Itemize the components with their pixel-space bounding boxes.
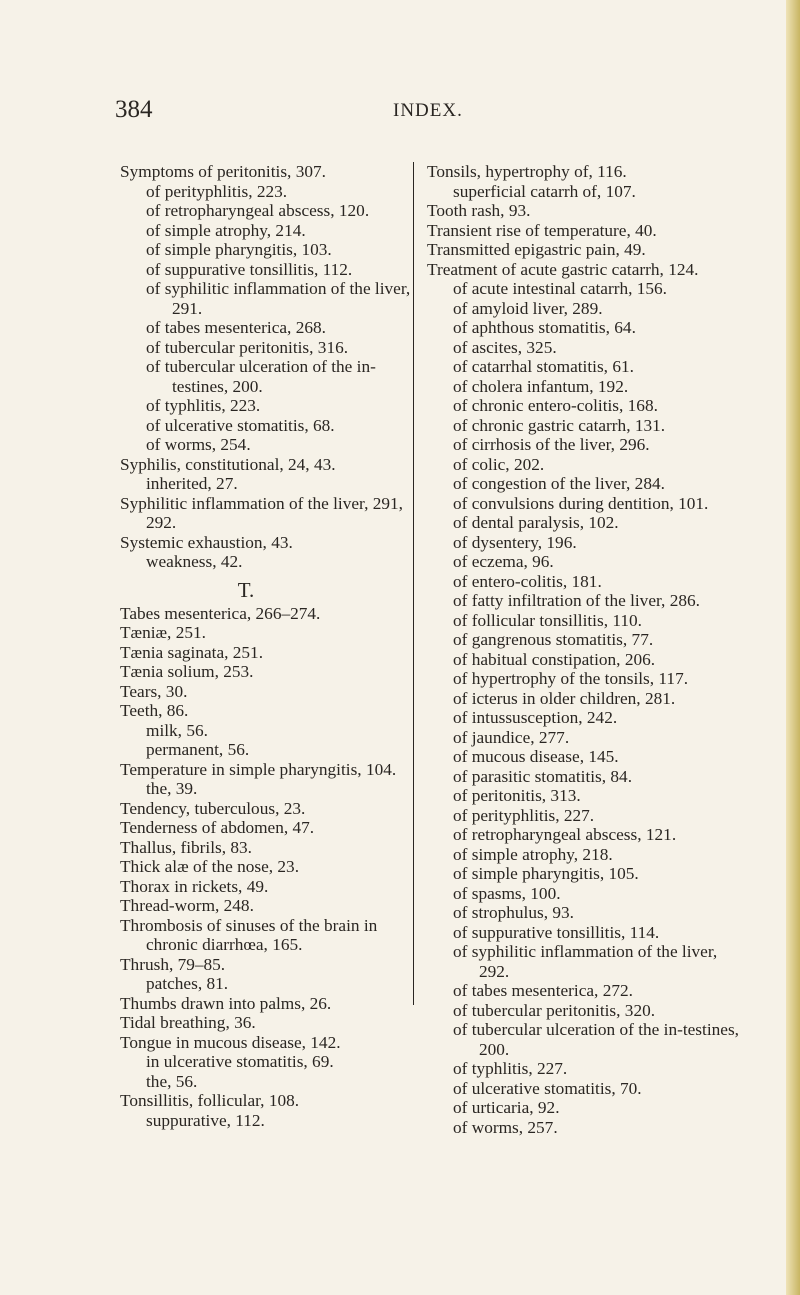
index-entry: Thorax in rickets, 49.: [120, 876, 269, 896]
index-subentry: of worms, 254.: [146, 435, 251, 454]
index-subentry: of simple pharyngitis, 103.: [146, 240, 332, 259]
index-subentry: of retropharyngeal abscess, 120.: [146, 201, 370, 220]
index-column-left: [120, 162, 412, 1130]
index-subentry: permanent, 56.: [146, 740, 250, 759]
index-entry: Tenderness of abdomen, 47.: [120, 818, 315, 837]
index-subentry: of habitual constipation, 206.: [453, 649, 656, 669]
index-subentry: of peritonitis, 313.: [453, 786, 581, 805]
index-subentry: of dental paralysis, 102.: [453, 513, 619, 532]
index-subentry: inherited, 27.: [146, 474, 238, 493]
index-subentry: of ascites, 325.: [453, 337, 557, 357]
index-subentry: of icterus in older children, 281.: [453, 688, 676, 708]
index-subentry: of urticaria, 92.: [453, 1098, 560, 1117]
index-subentry: milk, 56.: [146, 720, 208, 740]
index-subentry: of acute intestinal catarrh, 156.: [453, 279, 668, 298]
index-entry: Tabes mesenterica, 266–274.: [120, 603, 321, 623]
index-subentry: of congestion of the liver, 284.: [453, 474, 665, 493]
index-subentry: weakness, 42.: [146, 552, 243, 571]
index-subentry: of typhlitis, 227.: [453, 1059, 568, 1078]
index-subentry: of gangrenous stomatitis, 77.: [453, 630, 654, 649]
index-entry: Tonsillitis, follicular, 108.: [120, 1091, 300, 1110]
index-entry: Tears, 30.: [120, 681, 188, 701]
index-entry: Thumbs drawn into palms, 26.: [120, 993, 332, 1013]
column-divider: [413, 162, 414, 1005]
index-subentry: of jaundice, 277.: [453, 727, 570, 747]
index-entry: Tæniæ, 251.: [120, 623, 206, 642]
index-entry: Tænia saginata, 251.: [120, 642, 264, 662]
index-subentry: of syphilitic inflammation of the liver, 291.: [146, 279, 411, 318]
index-subentry: the, 39.: [146, 779, 198, 798]
index-subentry: of suppurative tonsillitis, 112.: [146, 259, 353, 279]
index-subentry: of parasitic stomatitis, 84.: [453, 766, 633, 786]
index-subentry: of suppurative tonsillitis, 114.: [453, 922, 660, 942]
index-subentry: of simple atrophy, 214.: [146, 220, 306, 240]
index-subentry: of spasms, 100.: [453, 883, 561, 903]
index-subentry: of perityphlitis, 223.: [146, 181, 288, 201]
index-entry: Tooth rash, 93.: [427, 201, 531, 220]
index-subentry: of eczema, 96.: [453, 552, 554, 571]
index-entry: Treatment of acute gastric catarrh, 124.: [427, 259, 699, 279]
index-subentry: of intussusception, 242.: [453, 708, 618, 727]
index-subentry: of worms, 257.: [453, 1117, 558, 1137]
index-subentry: of dysentery, 196.: [453, 532, 577, 552]
index-subentry: of chronic gastric catarrh, 131.: [453, 415, 666, 435]
index-entry: Temperature in simple pharyngitis, 104.: [120, 759, 397, 779]
index-subentry: of strophulus, 93.: [453, 903, 574, 922]
index-subentry: of retropharyngeal abscess, 121.: [453, 825, 677, 844]
index-entry: Tonsils, hypertrophy of, 116.: [427, 162, 627, 181]
index-subentry: of simple pharyngitis, 105.: [453, 864, 639, 883]
index-entry: Thread-worm, 248.: [120, 896, 254, 915]
index-entry: Tendency, tuberculous, 23.: [120, 798, 306, 818]
index-entry: Tongue in mucous disease, 142.: [120, 1032, 341, 1052]
index-subentry: of amyloid liver, 289.: [453, 298, 603, 318]
index-subentry: of tabes mesenterica, 272.: [453, 981, 633, 1000]
index-subentry: of ulcerative stomatitis, 70.: [453, 1078, 642, 1098]
index-subentry: of perityphlitis, 227.: [453, 805, 595, 825]
index-entry: Thick alæ of the nose, 23.: [120, 857, 300, 876]
index-subentry: of cholera infantum, 192.: [453, 376, 629, 396]
page-number: 384: [115, 96, 153, 123]
index-subentry: of mucous disease, 145.: [453, 747, 619, 766]
page-edge: [786, 0, 800, 1295]
index-subentry: of tubercular ulceration of the in-testines, 200.: [146, 357, 376, 396]
index-subentry: of cirrhosis of the liver, 296.: [453, 435, 650, 454]
index-entry: Teeth, 86.: [120, 701, 189, 720]
index-entry: Syphilis, constitutional, 24, 43.: [120, 454, 336, 474]
index-subentry: the, 56.: [146, 1071, 198, 1091]
index-subentry: of follicular tonsillitis, 110.: [453, 610, 642, 630]
index-subentry: in ulcerative stomatitis, 69.: [146, 1052, 334, 1071]
index-subentry: of typhlitis, 223.: [146, 396, 261, 415]
index-entry: Thrush, 79–85.: [120, 954, 226, 974]
index-subentry: of entero-colitis, 181.: [453, 571, 602, 591]
index-subentry: of tubercular peritonitis, 320.: [453, 1000, 656, 1020]
index-subentry: of colic, 202.: [453, 454, 545, 474]
index-subentry: of convulsions during dentition, 101.: [453, 493, 709, 513]
index-subentry: of ulcerative stomatitis, 68.: [146, 415, 335, 435]
running-head: INDEX.: [393, 100, 463, 121]
index-subentry: of tubercular ulceration of the in-testines, 200.: [453, 1020, 739, 1059]
index-subentry: superficial catarrh of, 107.: [453, 181, 636, 201]
index-subentry: patches, 81.: [146, 974, 229, 993]
index-subentry: of chronic entero-colitis, 168.: [453, 396, 658, 415]
index-subentry: of syphilitic inflammation of the liver, 292.: [453, 942, 718, 981]
index-subentry: of tubercular peritonitis, 316.: [146, 337, 349, 357]
index-subentry: of aphthous stomatitis, 64.: [453, 318, 636, 337]
index-entry: Transient rise of temperature, 40.: [427, 220, 657, 240]
index-subentry: of simple atrophy, 218.: [453, 844, 613, 864]
index-subentry: of catarrhal stomatitis, 61.: [453, 357, 634, 376]
index-subentry: of fatty infiltration of the liver, 286.: [453, 591, 700, 610]
index-entry: Systemic exhaustion, 43.: [120, 532, 293, 552]
index-subentry: of tabes mesenterica, 268.: [146, 318, 326, 337]
index-entry: Tænia solium, 253.: [120, 662, 254, 681]
index-column-right: [427, 162, 749, 1137]
index-entry: Tidal breathing, 36.: [120, 1013, 256, 1032]
index-entry: Syphilitic inflammation of the liver, 291, 292.: [120, 493, 403, 532]
index-entry: Symptoms of peritonitis, 307.: [120, 162, 326, 181]
section-letter-heading: T.: [237, 577, 255, 602]
index-entry: Thallus, fibrils, 83.: [120, 837, 252, 857]
index-entry: Transmitted epigastric pain, 49.: [427, 240, 646, 259]
index-subentry: suppurative, 112.: [146, 1110, 265, 1130]
index-entry: Thrombosis of sinuses of the brain in chronic diarrhœa, 165.: [120, 915, 378, 954]
index-subentry: of hypertrophy of the tonsils, 117.: [453, 669, 689, 688]
